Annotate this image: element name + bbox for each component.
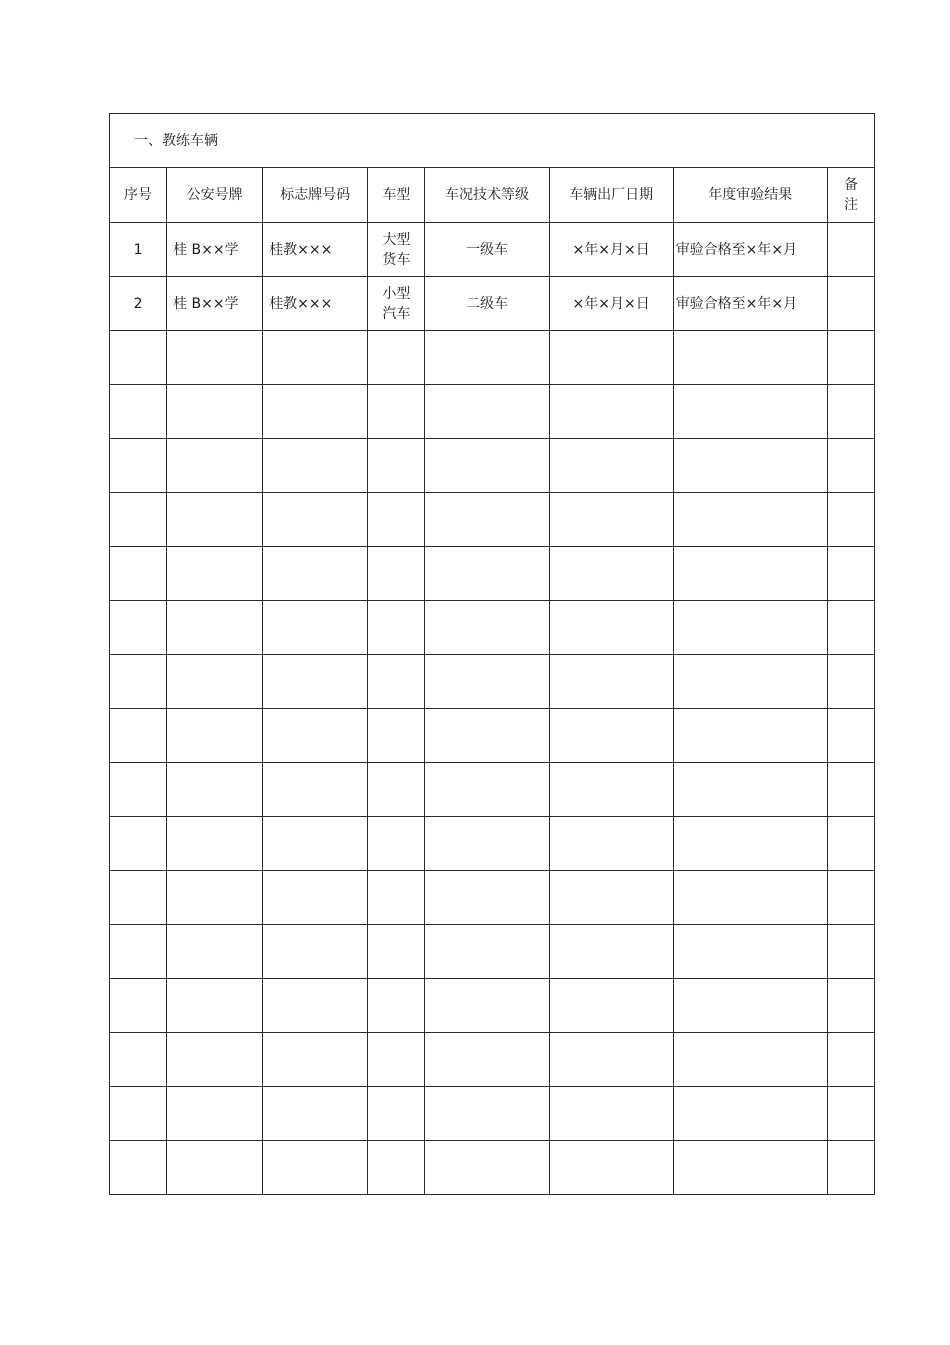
empty-cell xyxy=(167,871,263,925)
empty-cell xyxy=(263,763,368,817)
empty-cell xyxy=(167,655,263,709)
empty-row xyxy=(110,709,875,763)
empty-cell xyxy=(673,331,827,385)
col-header-remark-line2: 注 xyxy=(843,197,858,213)
cell-grade: 二级车 xyxy=(425,277,549,331)
col-header-type: 车型 xyxy=(368,168,425,223)
empty-cell xyxy=(263,331,368,385)
empty-cell xyxy=(827,655,874,709)
empty-cell xyxy=(673,871,827,925)
empty-cell xyxy=(549,655,673,709)
empty-row xyxy=(110,385,875,439)
empty-cell xyxy=(673,1141,827,1195)
empty-cell xyxy=(673,1087,827,1141)
cell-type-line1: 小型 xyxy=(382,285,411,302)
empty-cell xyxy=(167,1141,263,1195)
empty-cell xyxy=(673,1033,827,1087)
empty-cell xyxy=(110,655,167,709)
empty-cell xyxy=(673,709,827,763)
empty-cell xyxy=(368,979,425,1033)
cell-sign-no: 桂教××× xyxy=(263,223,368,277)
cell-type xyxy=(368,277,425,331)
empty-cell xyxy=(368,763,425,817)
empty-cell xyxy=(549,1033,673,1087)
empty-cell xyxy=(263,547,368,601)
empty-cell xyxy=(110,817,167,871)
empty-cell xyxy=(167,493,263,547)
empty-cell xyxy=(368,385,425,439)
cell-audit: 审验合格至×年×月 xyxy=(673,223,827,277)
section-title: 一、教练车辆 xyxy=(110,114,875,168)
empty-cell xyxy=(827,709,874,763)
cell-plate: 桂 B××学 xyxy=(167,277,263,331)
cell-remark xyxy=(827,277,874,331)
empty-cell xyxy=(368,1033,425,1087)
empty-cell xyxy=(549,709,673,763)
empty-cell xyxy=(673,979,827,1033)
empty-cell xyxy=(263,1033,368,1087)
empty-cell xyxy=(673,925,827,979)
empty-cell xyxy=(425,601,549,655)
empty-cell xyxy=(549,439,673,493)
cell-grade: 一级车 xyxy=(425,223,549,277)
cell-audit: 审验合格至×年×月 xyxy=(673,277,827,331)
empty-cell xyxy=(425,331,549,385)
empty-cell xyxy=(167,979,263,1033)
empty-cell xyxy=(263,925,368,979)
empty-row xyxy=(110,331,875,385)
empty-cell xyxy=(167,385,263,439)
empty-cell xyxy=(263,385,368,439)
empty-cell xyxy=(167,817,263,871)
empty-cell xyxy=(368,493,425,547)
empty-cell xyxy=(368,655,425,709)
col-header-remark-line1: 备 xyxy=(843,177,858,193)
empty-cell xyxy=(827,493,874,547)
table-row xyxy=(110,277,875,331)
empty-cell xyxy=(827,925,874,979)
empty-cell xyxy=(549,817,673,871)
empty-cell xyxy=(549,979,673,1033)
empty-cell xyxy=(549,871,673,925)
empty-cell xyxy=(425,871,549,925)
cell-type-line2: 汽车 xyxy=(382,305,411,322)
empty-cell xyxy=(368,331,425,385)
empty-cell xyxy=(827,547,874,601)
empty-row xyxy=(110,817,875,871)
empty-cell xyxy=(549,385,673,439)
empty-cell xyxy=(110,547,167,601)
section-title-row xyxy=(110,114,875,168)
col-header-remark xyxy=(827,168,874,223)
cell-date: ×年×月×日 xyxy=(549,223,673,277)
empty-cell xyxy=(549,763,673,817)
empty-cell xyxy=(673,817,827,871)
empty-cell xyxy=(263,655,368,709)
cell-no: 2 xyxy=(110,277,167,331)
table-row xyxy=(110,223,875,277)
empty-cell xyxy=(827,1141,874,1195)
empty-row xyxy=(110,763,875,817)
cell-type xyxy=(368,223,425,277)
empty-cell xyxy=(167,1033,263,1087)
empty-cell xyxy=(425,1141,549,1195)
col-header-sign-no: 标志牌号码 xyxy=(263,168,368,223)
empty-cell xyxy=(110,1087,167,1141)
empty-cell xyxy=(827,1033,874,1087)
col-header-grade: 车况技术等级 xyxy=(425,168,549,223)
empty-cell xyxy=(263,1141,368,1195)
empty-cell xyxy=(167,709,263,763)
empty-row xyxy=(110,1141,875,1195)
empty-cell xyxy=(425,655,549,709)
empty-cell xyxy=(827,601,874,655)
empty-cell xyxy=(110,1033,167,1087)
empty-cell xyxy=(549,925,673,979)
header-row xyxy=(110,168,875,223)
empty-cell xyxy=(167,601,263,655)
empty-cell xyxy=(827,763,874,817)
empty-cell xyxy=(673,547,827,601)
empty-cell xyxy=(549,1087,673,1141)
empty-cell xyxy=(368,925,425,979)
empty-row xyxy=(110,979,875,1033)
empty-row xyxy=(110,871,875,925)
empty-cell xyxy=(673,763,827,817)
empty-cell xyxy=(368,547,425,601)
empty-cell xyxy=(263,1087,368,1141)
empty-cell xyxy=(110,925,167,979)
empty-cell xyxy=(110,601,167,655)
empty-cell xyxy=(110,439,167,493)
cell-no: 1 xyxy=(110,223,167,277)
empty-cell xyxy=(673,493,827,547)
empty-cell xyxy=(167,547,263,601)
empty-cell xyxy=(827,331,874,385)
empty-row xyxy=(110,493,875,547)
empty-cell xyxy=(263,817,368,871)
empty-cell xyxy=(263,979,368,1033)
empty-row xyxy=(110,1087,875,1141)
empty-cell xyxy=(827,979,874,1033)
cell-plate: 桂 B××学 xyxy=(167,223,263,277)
empty-cell xyxy=(368,871,425,925)
empty-cell xyxy=(110,493,167,547)
empty-cell xyxy=(827,385,874,439)
empty-cell xyxy=(425,709,549,763)
empty-cell xyxy=(110,871,167,925)
empty-cell xyxy=(549,601,673,655)
empty-cell xyxy=(110,385,167,439)
cell-remark xyxy=(827,223,874,277)
vehicle-table xyxy=(109,113,875,1195)
empty-cell xyxy=(368,439,425,493)
empty-cell xyxy=(167,331,263,385)
empty-cell xyxy=(549,547,673,601)
empty-cell xyxy=(673,385,827,439)
empty-cell xyxy=(827,871,874,925)
empty-cell xyxy=(167,439,263,493)
empty-cell xyxy=(425,1033,549,1087)
empty-cell xyxy=(425,1087,549,1141)
empty-cell xyxy=(425,439,549,493)
empty-cell xyxy=(167,763,263,817)
empty-cell xyxy=(425,385,549,439)
empty-cell xyxy=(425,979,549,1033)
empty-cell xyxy=(110,331,167,385)
col-header-date: 车辆出厂日期 xyxy=(549,168,673,223)
empty-cell xyxy=(263,439,368,493)
empty-cell xyxy=(263,871,368,925)
empty-cell xyxy=(425,547,549,601)
empty-row xyxy=(110,439,875,493)
cell-type-line1: 大型 xyxy=(382,231,411,248)
empty-cell xyxy=(827,439,874,493)
empty-cell xyxy=(110,1141,167,1195)
col-header-no: 序号 xyxy=(110,168,167,223)
empty-cell xyxy=(263,493,368,547)
empty-cell xyxy=(425,493,549,547)
empty-cell xyxy=(425,817,549,871)
empty-row xyxy=(110,1033,875,1087)
empty-cell xyxy=(549,331,673,385)
col-header-audit: 年度审验结果 xyxy=(673,168,827,223)
cell-date: ×年×月×日 xyxy=(549,277,673,331)
empty-cell xyxy=(549,493,673,547)
empty-cell xyxy=(167,925,263,979)
cell-type-line2: 货车 xyxy=(382,251,411,268)
empty-cell xyxy=(425,763,549,817)
empty-cell xyxy=(167,1087,263,1141)
empty-cell xyxy=(110,979,167,1033)
empty-cell xyxy=(549,1141,673,1195)
empty-cell xyxy=(673,601,827,655)
empty-cell xyxy=(368,709,425,763)
empty-cell xyxy=(827,1087,874,1141)
empty-cell xyxy=(673,655,827,709)
empty-row xyxy=(110,655,875,709)
empty-row xyxy=(110,925,875,979)
empty-cell xyxy=(368,601,425,655)
empty-row xyxy=(110,601,875,655)
empty-cell xyxy=(368,1087,425,1141)
empty-cell xyxy=(110,709,167,763)
cell-sign-no: 桂教××× xyxy=(263,277,368,331)
empty-cell xyxy=(263,601,368,655)
empty-cell xyxy=(110,763,167,817)
empty-cell xyxy=(425,925,549,979)
empty-cell xyxy=(673,439,827,493)
empty-cell xyxy=(368,1141,425,1195)
empty-row xyxy=(110,547,875,601)
empty-cell xyxy=(368,817,425,871)
col-header-plate: 公安号牌 xyxy=(167,168,263,223)
empty-cell xyxy=(263,709,368,763)
empty-cell xyxy=(827,817,874,871)
